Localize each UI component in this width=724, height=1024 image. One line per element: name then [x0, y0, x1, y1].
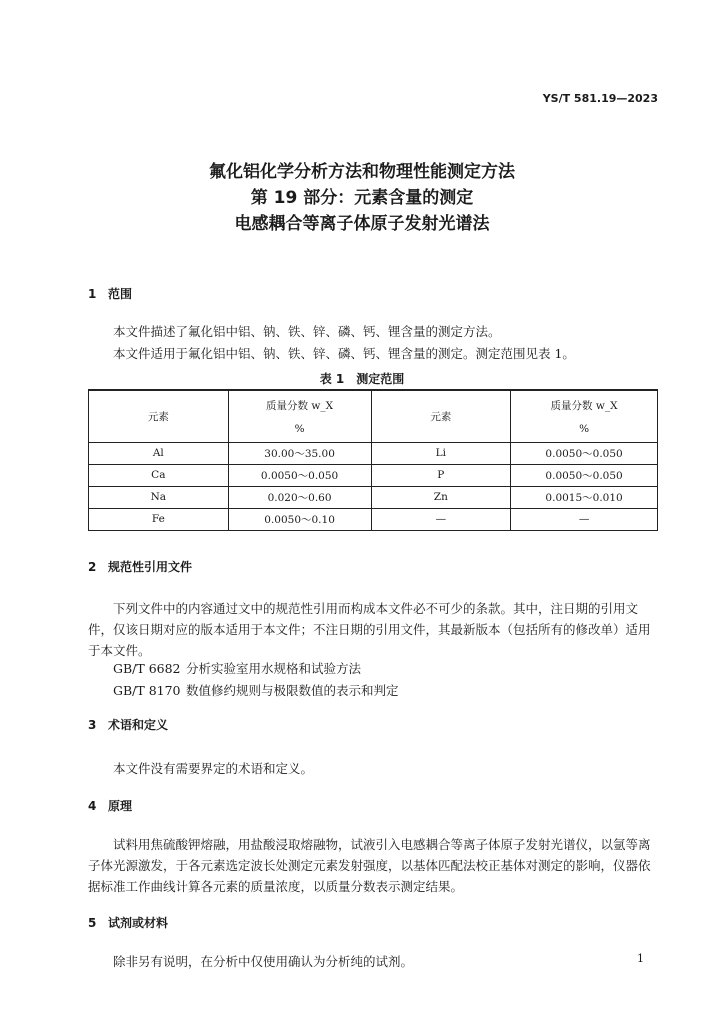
- measurement-range-table: [88, 389, 658, 531]
- header-mass-fraction-1: [228, 390, 371, 442]
- header-mass-fraction-2: [511, 390, 658, 442]
- normative-paragraph: 下列文件中的内容通过文中的规范性引用而构成本文件必不可少的条款。其中，注日期的引用文件，仅该日期对应的版本适用于本文件；不注日期的引用文件，其最新版本（包括所有的修改单）适用于本文件。: [88, 601, 651, 658]
- table-cell: 0.0050～0.050: [511, 464, 658, 486]
- header-mass-fraction-label: 质量分数 w_X: [550, 399, 618, 412]
- table-cell: 0.0050～0.050: [511, 442, 658, 464]
- section-heading-scope: [88, 285, 132, 302]
- section-title: 试剂或材料: [108, 916, 169, 930]
- title-line-2: 第 19 部分：元素含量的测定: [250, 188, 474, 208]
- table-cell: 0.020～0.60: [228, 486, 371, 508]
- section-title: 术语和定义: [108, 718, 169, 732]
- table-cell: Ca: [89, 464, 229, 486]
- table-cell: Li: [371, 442, 511, 464]
- section-number: 4: [88, 799, 97, 813]
- table-cell: 0.0050～0.050: [228, 464, 371, 486]
- table-caption: 表 1 测定范围: [319, 372, 405, 386]
- reference-code: GB/T 8170: [113, 683, 181, 698]
- table-cell: Fe: [89, 508, 229, 530]
- section-number: 3: [88, 718, 97, 732]
- section-heading-principle: [88, 797, 132, 814]
- header-element-1: 元素: [89, 390, 229, 442]
- table-row: [89, 486, 658, 508]
- table-cell: 30.00～35.00: [228, 442, 371, 464]
- table-cell: —: [371, 508, 511, 530]
- table-cell: P: [371, 464, 511, 486]
- table-cell: Al: [89, 442, 229, 464]
- header-mass-fraction-label: 质量分数 w_X: [266, 399, 334, 412]
- table-row: [89, 442, 658, 464]
- section-number: 2: [88, 560, 97, 574]
- standard-number: YS/T 581.19—2023: [542, 92, 658, 105]
- section-heading-normative-references: [88, 558, 192, 575]
- reference-code: GB/T 6682: [113, 661, 181, 676]
- reference-title: 分析实验室用水规格和试验方法: [186, 661, 362, 676]
- table-cell: Na: [89, 486, 229, 508]
- scope-line-1: 本文件描述了氟化铝中铝、钠、铁、锌、磷、钙、锂含量的测定方法。: [113, 324, 501, 339]
- section-number: 5: [88, 916, 97, 930]
- section-heading-terms: [88, 716, 168, 733]
- section-title: 范围: [108, 287, 133, 301]
- section-title: 规范性引用文件: [108, 560, 193, 574]
- header-unit: %: [294, 422, 305, 435]
- principle-paragraph: 试料用焦硫酸钾熔融，用盐酸浸取熔融物，试液引入电感耦合等离子体原子发射光谱仪，以氩等离子体光源激发，于各元素选定波长处测定元素发射强度，以基体匹配法校正基体对测定的影响，仪器依据标准工作曲线计算各元素的质量浓度，以质量分数表示测定结果。: [88, 837, 651, 894]
- terms-paragraph: 本文件没有需要界定的术语和定义。: [113, 761, 314, 776]
- table-row: [89, 464, 658, 486]
- reference-title: 数值修约规则与极限数值的表示和判定: [186, 683, 399, 698]
- table-cell: Zn: [371, 486, 511, 508]
- table-cell: 0.0015～0.010: [511, 486, 658, 508]
- header-element-2: 元素: [371, 390, 511, 442]
- reference-item: [113, 659, 361, 677]
- page-number: 1: [637, 952, 644, 965]
- section-heading-reagents: [88, 914, 168, 931]
- scope-line-2: 本文件适用于氟化铝中铝、钠、铁、锌、磷、钙、锂含量的测定。测定范围见表 1。: [113, 346, 575, 361]
- reagents-paragraph: 除非另有说明，在分析中仅使用确认为分析纯的试剂。: [113, 954, 414, 969]
- section-title: 原理: [108, 799, 133, 813]
- table-row: [89, 508, 658, 530]
- header-unit: %: [579, 422, 590, 435]
- table-cell: 0.0050～0.10: [228, 508, 371, 530]
- table-cell: —: [511, 508, 658, 530]
- section-number: 1: [88, 287, 97, 301]
- title-line-3: 电感耦合等离子体原子发射光谱法: [234, 214, 490, 234]
- title-line-1: 氟化铝化学分析方法和物理性能测定方法: [209, 162, 515, 182]
- reference-item: [113, 681, 399, 699]
